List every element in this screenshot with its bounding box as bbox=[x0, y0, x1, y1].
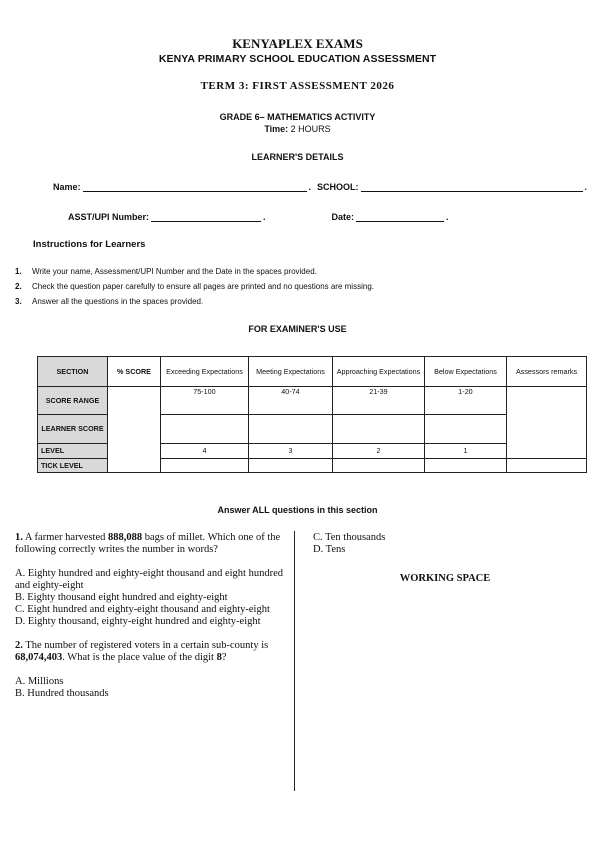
option-b[interactable]: B. Hundred thousands bbox=[15, 688, 109, 699]
question-digit: 8 bbox=[216, 652, 222, 663]
table-cell: 75-100 bbox=[161, 387, 249, 415]
table-row bbox=[38, 387, 587, 415]
question-text: bags of millet. Which one of the following correctly writes the number in words? bbox=[15, 532, 281, 555]
instructions-title: Instructions for Learners bbox=[33, 239, 146, 250]
instruction-item bbox=[15, 282, 374, 291]
question-number: 1. bbox=[15, 532, 23, 543]
header-below: Below Expectations bbox=[425, 357, 507, 387]
row-label: TICK LEVEL bbox=[38, 459, 108, 473]
row-label: LEARNER SCORE bbox=[38, 415, 108, 444]
school-label: SCHOOL: bbox=[317, 182, 359, 192]
question-text: The number of registered voters in a certain sub-county is bbox=[25, 640, 269, 651]
tick-level-cell[interactable] bbox=[249, 459, 333, 473]
table-cell: 1 bbox=[425, 444, 507, 459]
school-field[interactable] bbox=[361, 182, 583, 192]
asst-upi-label: ASST/UPI Number: bbox=[68, 212, 150, 222]
school-dot: . bbox=[584, 182, 588, 192]
instruction-text: Write your name, Assessment/UPI Number and the Date in the spaces provided. bbox=[32, 267, 317, 276]
instruction-item bbox=[15, 297, 203, 306]
learner-score-cell[interactable] bbox=[425, 415, 507, 444]
instruction-number: 1. bbox=[15, 267, 22, 276]
option-d[interactable]: D. Eighty thousand, eighty-eight hundred and eighty-eight bbox=[15, 616, 261, 627]
instruction-item bbox=[15, 267, 317, 276]
time-value: 2 HOURS bbox=[290, 124, 331, 134]
name-dot: . bbox=[308, 182, 312, 192]
questions-right-column bbox=[313, 532, 385, 556]
percent-score-cell[interactable] bbox=[108, 387, 161, 473]
table-cell: 2 bbox=[333, 444, 425, 459]
term-title: TERM 3: FIRST ASSESSMENT 2026 bbox=[200, 80, 395, 92]
header-score: % SCORE bbox=[108, 357, 161, 387]
asst-dot: . bbox=[263, 212, 266, 222]
examiner-table bbox=[37, 356, 587, 473]
learner-score-cell[interactable] bbox=[249, 415, 333, 444]
exam-time bbox=[0, 124, 595, 134]
time-label: Time: bbox=[264, 124, 289, 134]
name-label: Name: bbox=[53, 182, 81, 192]
learner-score-cell[interactable] bbox=[161, 415, 249, 444]
remarks-tail-cell[interactable] bbox=[507, 459, 587, 473]
questions-left-column bbox=[15, 532, 287, 700]
date-label: Date: bbox=[331, 212, 355, 222]
question-number-value: 68,074,403 bbox=[15, 652, 63, 663]
option-d[interactable]: D. Tens bbox=[313, 544, 346, 555]
tick-level-cell[interactable] bbox=[161, 459, 249, 473]
table-cell: 21-39 bbox=[333, 387, 425, 415]
table-cell: 4 bbox=[161, 444, 249, 459]
row-label: SCORE RANGE bbox=[38, 387, 108, 415]
table-cell: 3 bbox=[249, 444, 333, 459]
name-school-row bbox=[53, 182, 587, 192]
question-text: A farmer harvested bbox=[24, 532, 109, 543]
asst-upi-field[interactable] bbox=[151, 212, 261, 222]
tick-level-cell[interactable] bbox=[425, 459, 507, 473]
option-b[interactable]: B. Eighty thousand eight hundred and eighty-eight bbox=[15, 592, 228, 603]
table-header-row bbox=[38, 357, 587, 387]
option-a[interactable]: A. Millions bbox=[15, 676, 64, 687]
examiner-use-heading: FOR EXAMINER'S USE bbox=[248, 324, 347, 334]
tick-level-cell[interactable] bbox=[333, 459, 425, 473]
row-label: LEVEL bbox=[38, 444, 108, 459]
date-dot: . bbox=[446, 212, 449, 222]
assessor-remarks-cell[interactable] bbox=[507, 387, 587, 459]
question-text: ? bbox=[221, 652, 227, 663]
header-meeting: Meeting Expectations bbox=[249, 357, 333, 387]
question-number: 2. bbox=[15, 640, 23, 651]
table-cell: 1-20 bbox=[425, 387, 507, 415]
question-1-stem bbox=[15, 532, 287, 556]
assessment-title: KENYA PRIMARY SCHOOL EDUCATION ASSESSMENT bbox=[158, 53, 437, 65]
option-c[interactable]: C. Eight hundred and eighty-eight thousand and eighty-eight bbox=[15, 604, 270, 615]
exam-organization-title: KENYAPLEX EXAMS bbox=[232, 36, 363, 51]
question-number-value: 888,088 bbox=[108, 532, 143, 543]
option-a[interactable]: A. Eighty hundred and eighty-eight thousand and eight hundred and eighty-eight bbox=[15, 568, 283, 591]
question-text: . What is the place value of the digit bbox=[62, 652, 217, 663]
instruction-text: Answer all the questions in the spaces provided. bbox=[32, 297, 204, 306]
option-c[interactable]: C. Ten thousands bbox=[313, 532, 386, 543]
header-exceeding: Exceeding Expectations bbox=[161, 357, 249, 387]
column-divider bbox=[294, 531, 295, 791]
asst-date-row bbox=[68, 212, 449, 222]
instruction-number: 2. bbox=[15, 282, 22, 291]
working-space-heading: WORKING SPACE bbox=[399, 573, 491, 584]
learner-score-cell[interactable] bbox=[333, 415, 425, 444]
question-2-stem bbox=[15, 640, 287, 664]
table-cell: 40-74 bbox=[249, 387, 333, 415]
name-field[interactable] bbox=[83, 182, 307, 192]
instruction-text: Check the question paper carefully to ensure all pages are printed and no questions are missing. bbox=[32, 282, 374, 291]
date-field[interactable] bbox=[356, 212, 444, 222]
grade-subject-title: GRADE 6– MATHEMATICS ACTIVITY bbox=[219, 112, 376, 122]
section-instruction: Answer ALL questions in this section bbox=[217, 505, 378, 515]
header-approaching: Approaching Expectations bbox=[333, 357, 425, 387]
instruction-number: 3. bbox=[15, 297, 22, 306]
header-remarks: Assessors remarks bbox=[507, 357, 587, 387]
header-section: SECTION bbox=[38, 357, 108, 387]
learner-details-heading: LEARNER'S DETAILS bbox=[251, 152, 344, 162]
